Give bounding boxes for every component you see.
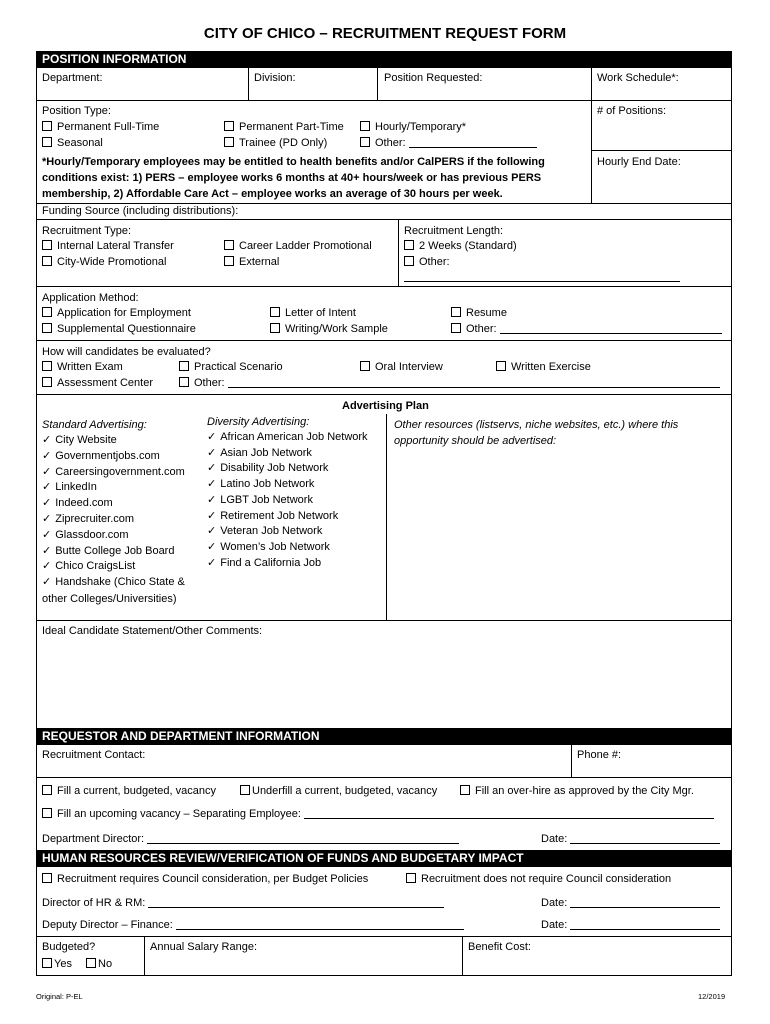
standard-advertising-tail: other Colleges/Universities)	[42, 593, 177, 605]
checkmark-icon: ✓	[42, 497, 52, 510]
diversity-advertising-label: LGBT Job Network	[220, 493, 313, 506]
standard-advertising-item[interactable]	[42, 544, 174, 558]
diversity-advertising-label: Women’s Job Network	[220, 540, 330, 553]
diversity-advertising-item[interactable]	[207, 509, 338, 523]
funding-source-label: Funding Source (including distributions):	[42, 205, 239, 217]
phone-label: Phone #:	[577, 749, 622, 761]
checkmark-icon: ✓	[207, 509, 217, 522]
type-seasonal[interactable]: Seasonal	[42, 136, 103, 150]
frame-left	[36, 51, 37, 976]
standard-advertising-label: City Website	[55, 434, 117, 446]
standard-advertising-item[interactable]	[42, 433, 117, 447]
opt-overhire[interactable]: Fill an over-hire as approved by the City Mgr.	[460, 784, 694, 798]
recruitment-contact-label: Recruitment Contact:	[42, 749, 146, 761]
standard-advertising-item[interactable]	[42, 559, 135, 573]
checkmark-icon: ✓	[42, 434, 52, 446]
form-title: CITY OF CHICO – RECRUITMENT REQUEST FORM	[203, 25, 567, 42]
standard-advertising-label: Careersingovernment.com	[55, 465, 185, 478]
standard-advertising-item[interactable]	[42, 449, 160, 463]
footer-date: 12/2019	[698, 992, 726, 1001]
diversity-advertising-label: Diversity Advertising:	[207, 416, 310, 428]
length-2-weeks[interactable]: 2 Weeks (Standard)	[404, 239, 517, 253]
rtype-city-wide[interactable]: City-Wide Promotional	[42, 255, 166, 269]
eval-oral-interview[interactable]: Oral Interview	[360, 360, 443, 374]
work-schedule-label: Work Schedule*:	[597, 72, 679, 84]
other-resources-line1: Other resources (listservs, niche websites, etc.) where this	[394, 419, 679, 431]
diversity-advertising-label: Disability Job Network	[220, 462, 329, 475]
eval-written-exercise[interactable]: Written Exercise	[496, 360, 591, 374]
checkmark-icon: ✓	[207, 446, 217, 459]
budgeted-yes[interactable]: Yes	[42, 957, 72, 971]
type-trainee[interactable]: Trainee (PD Only)	[224, 136, 327, 150]
method-writing-sample[interactable]: Writing/Work Sample	[270, 322, 388, 336]
checkmark-icon: ✓	[42, 465, 52, 478]
hourly-note-line1: *Hourly/Temporary employees may be entitled to health benefits and/or CalPERS if the following	[42, 156, 545, 168]
council-not-required[interactable]: Recruitment does not require Council consideration	[406, 872, 671, 886]
checkmark-icon: ✓	[207, 556, 217, 569]
diversity-advertising-label: Latino Job Network	[220, 478, 315, 491]
standard-advertising-label: Indeed.com	[55, 497, 113, 510]
other-resources-line2: opportunity should be advertised:	[394, 435, 557, 447]
rtype-internal-lateral[interactable]: Internal Lateral Transfer	[42, 239, 174, 253]
diversity-advertising-label: Retirement Job Network	[220, 509, 339, 522]
position-type-label: Position Type:	[42, 105, 111, 117]
application-method-label: Application Method:	[42, 292, 139, 304]
length-other[interactable]: Other:	[404, 255, 450, 269]
hourly-note-line3: membership, 2) Affordable Care Act – employee works an average of 30 hours per week.	[42, 188, 503, 200]
diversity-advertising-item[interactable]	[207, 446, 312, 460]
checkmark-icon: ✓	[42, 513, 52, 525]
section-requestor-header: REQUESTOR AND DEPARTMENT INFORMATION	[36, 728, 732, 745]
standard-advertising-label: Handshake (Chico State &	[55, 576, 185, 589]
requestor-date-label: Date:	[541, 832, 720, 846]
diversity-advertising-item[interactable]	[207, 556, 321, 570]
rtype-external[interactable]: External	[224, 255, 279, 269]
checkmark-icon: ✓	[207, 431, 217, 443]
diversity-advertising-label: Find a California Job	[220, 556, 322, 569]
type-hourly-temporary[interactable]: Hourly/Temporary*	[360, 120, 466, 134]
diversity-advertising-label: Veteran Job Network	[220, 525, 323, 538]
method-application[interactable]: Application for Employment	[42, 306, 191, 320]
method-supplemental[interactable]: Supplemental Questionnaire	[42, 322, 196, 336]
footer-original: Original: P-EL	[36, 992, 83, 1001]
standard-advertising-item[interactable]	[42, 480, 97, 494]
eval-written-exam[interactable]: Written Exam	[42, 360, 123, 374]
checkmark-icon: ✓	[207, 493, 217, 506]
standard-advertising-label: Butte College Job Board	[55, 544, 175, 557]
ideal-candidate-label: Ideal Candidate Statement/Other Comments:	[42, 625, 263, 637]
deputy-director-label: Deputy Director – Finance:	[42, 918, 464, 932]
eval-practical-scenario[interactable]: Practical Scenario	[179, 360, 283, 374]
recruitment-length-label: Recruitment Length:	[404, 225, 504, 237]
diversity-advertising-item[interactable]	[207, 461, 328, 475]
hourly-note-line2: conditions exist: 1) PERS – employee works 6 months at 40+ hours/week or has previous PERS	[42, 172, 542, 184]
opt-fill-current[interactable]: Fill a current, budgeted, vacancy	[42, 784, 216, 798]
department-label: Department:	[42, 72, 103, 84]
type-other[interactable]: Other:	[360, 136, 537, 150]
diversity-advertising-item[interactable]	[207, 540, 330, 554]
checkmark-icon: ✓	[42, 544, 52, 557]
diversity-advertising-item[interactable]	[207, 430, 368, 444]
hourly-end-date-label: Hourly End Date:	[597, 156, 681, 168]
method-resume[interactable]: Resume	[451, 306, 507, 320]
section-hr-header: HUMAN RESOURCES REVIEW/VERIFICATION OF FUNDS AND BUDGETARY IMPACT	[36, 850, 732, 867]
section-position-header: POSITION INFORMATION	[36, 51, 732, 68]
method-other[interactable]: Other:	[451, 322, 722, 336]
diversity-advertising-label: African American Job Network	[220, 431, 368, 443]
hr-director-date-label: Date:	[541, 896, 720, 910]
rtype-career-ladder[interactable]: Career Ladder Promotional	[224, 239, 372, 253]
checkmark-icon: ✓	[207, 462, 217, 475]
annual-salary-range-label: Annual Salary Range:	[150, 941, 258, 953]
position-requested-label: Position Requested:	[384, 72, 483, 84]
evaluated-label: How will candidates be evaluated?	[42, 346, 211, 358]
standard-advertising-item[interactable]	[42, 512, 134, 526]
benefit-cost-label: Benefit Cost:	[468, 941, 531, 953]
advertising-plan-heading: Advertising Plan	[342, 400, 429, 412]
checkmark-icon: ✓	[42, 449, 52, 462]
recruitment-type-label: Recruitment Type:	[42, 225, 132, 237]
director-hr-label: Director of HR & RM:	[42, 896, 444, 910]
department-director-label: Department Director:	[42, 832, 459, 846]
checkmark-icon: ✓	[207, 478, 217, 491]
standard-advertising-item[interactable]	[42, 528, 129, 542]
method-letter-of-intent[interactable]: Letter of Intent	[270, 306, 356, 320]
standard-advertising-label: Chico CraigsList	[55, 560, 136, 573]
frame-bottom	[36, 975, 732, 976]
num-positions-label: # of Positions:	[597, 105, 667, 117]
frame-right	[731, 51, 732, 976]
checkmark-icon: ✓	[207, 540, 217, 553]
budgeted-no[interactable]: No	[86, 957, 112, 971]
budgeted-label: Budgeted?	[42, 941, 96, 953]
type-permanent-part-time[interactable]: Permanent Part-Time	[224, 120, 344, 134]
eval-other[interactable]: Other:	[179, 376, 720, 390]
checkmark-icon: ✓	[42, 528, 52, 541]
opt-underfill[interactable]: Underfill a current, budgeted, vacancy	[240, 784, 437, 798]
checkmark-icon: ✓	[42, 560, 52, 573]
standard-advertising-label: Governmentjobs.com	[55, 449, 160, 462]
eval-assessment-center[interactable]: Assessment Center	[42, 376, 153, 390]
checkmark-icon: ✓	[42, 481, 52, 494]
standard-advertising-item[interactable]	[42, 575, 185, 589]
council-required[interactable]: Recruitment requires Council consideration, per Budget Policies	[42, 872, 368, 886]
standard-advertising-item[interactable]	[42, 465, 185, 479]
standard-advertising-label: LinkedIn	[55, 481, 97, 494]
standard-advertising-label: Glassdoor.com	[55, 528, 129, 541]
opt-upcoming-vacancy[interactable]: Fill an upcoming vacancy – Separating Employee:	[42, 807, 714, 821]
diversity-advertising-item[interactable]	[207, 493, 313, 507]
type-permanent-full-time[interactable]: Permanent Full-Time	[42, 120, 159, 134]
division-label: Division:	[254, 72, 296, 84]
checkmark-icon: ✓	[42, 576, 52, 589]
diversity-advertising-label: Asian Job Network	[220, 446, 312, 459]
diversity-advertising-item[interactable]	[207, 524, 322, 538]
diversity-advertising-item[interactable]	[207, 477, 314, 491]
deputy-date-label: Date:	[541, 918, 720, 932]
standard-advertising-item[interactable]	[42, 496, 113, 510]
standard-advertising-label: Standard Advertising:	[42, 419, 147, 431]
checkmark-icon: ✓	[207, 525, 217, 538]
standard-advertising-label: Ziprecruiter.com	[55, 513, 135, 525]
